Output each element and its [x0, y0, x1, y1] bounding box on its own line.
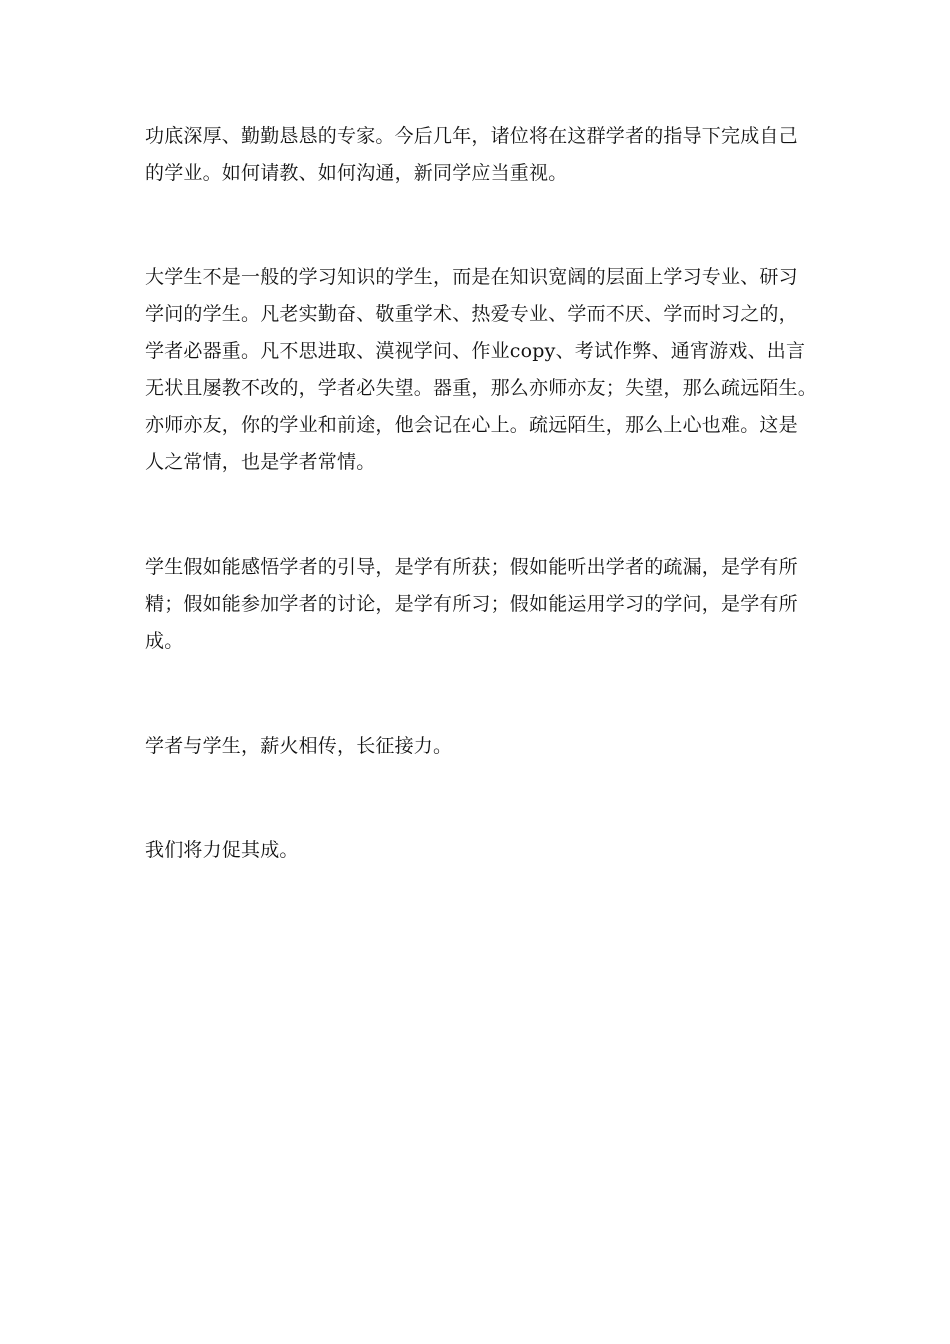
text-line: 人之常情，也是学者常情。	[145, 451, 376, 473]
paragraph-1	[145, 118, 810, 192]
paragraph-5	[145, 832, 810, 869]
text-line: 亦师亦友，你的学业和前途，他会记在心上。疏远陌生，那么上心也难。这是	[145, 414, 798, 436]
text-line: 学者与学生，薪火相传，长征接力。	[145, 735, 453, 757]
text-line: 学生假如能感悟学者的引导，是学有所获；假如能听出学者的疏漏，是学有所	[145, 556, 798, 578]
text-line: 学者必器重。凡不思进取、漠视学问、作业copy、考试作弊、通宵游戏、出言	[145, 340, 806, 362]
text-line: 精；假如能参加学者的讨论，是学有所习；假如能运用学习的学问，是学有所	[145, 593, 798, 615]
text-line: 学问的学生。凡老实勤奋、敬重学术、热爱专业、学而不厌、学而时习之的，	[145, 303, 798, 325]
text-line: 成。	[145, 630, 184, 652]
paragraph-2	[145, 259, 818, 481]
text-line: 功底深厚、勤勤恳恳的专家。今后几年，诸位将在这群学者的指导下完成自己	[145, 125, 798, 147]
paragraph-4	[145, 728, 810, 765]
paragraph-3	[145, 549, 810, 660]
text-line: 我们将力促其成。	[145, 839, 299, 861]
text-line: 的学业。如何请教、如何沟通，新同学应当重视。	[145, 162, 568, 184]
text-line: 无状且屡教不改的，学者必失望。器重，那么亦师亦友；失望，那么疏远陌生。	[145, 377, 818, 399]
text-line: 大学生不是一般的学习知识的学生，而是在知识宽阔的层面上学习专业、研习	[145, 266, 798, 288]
